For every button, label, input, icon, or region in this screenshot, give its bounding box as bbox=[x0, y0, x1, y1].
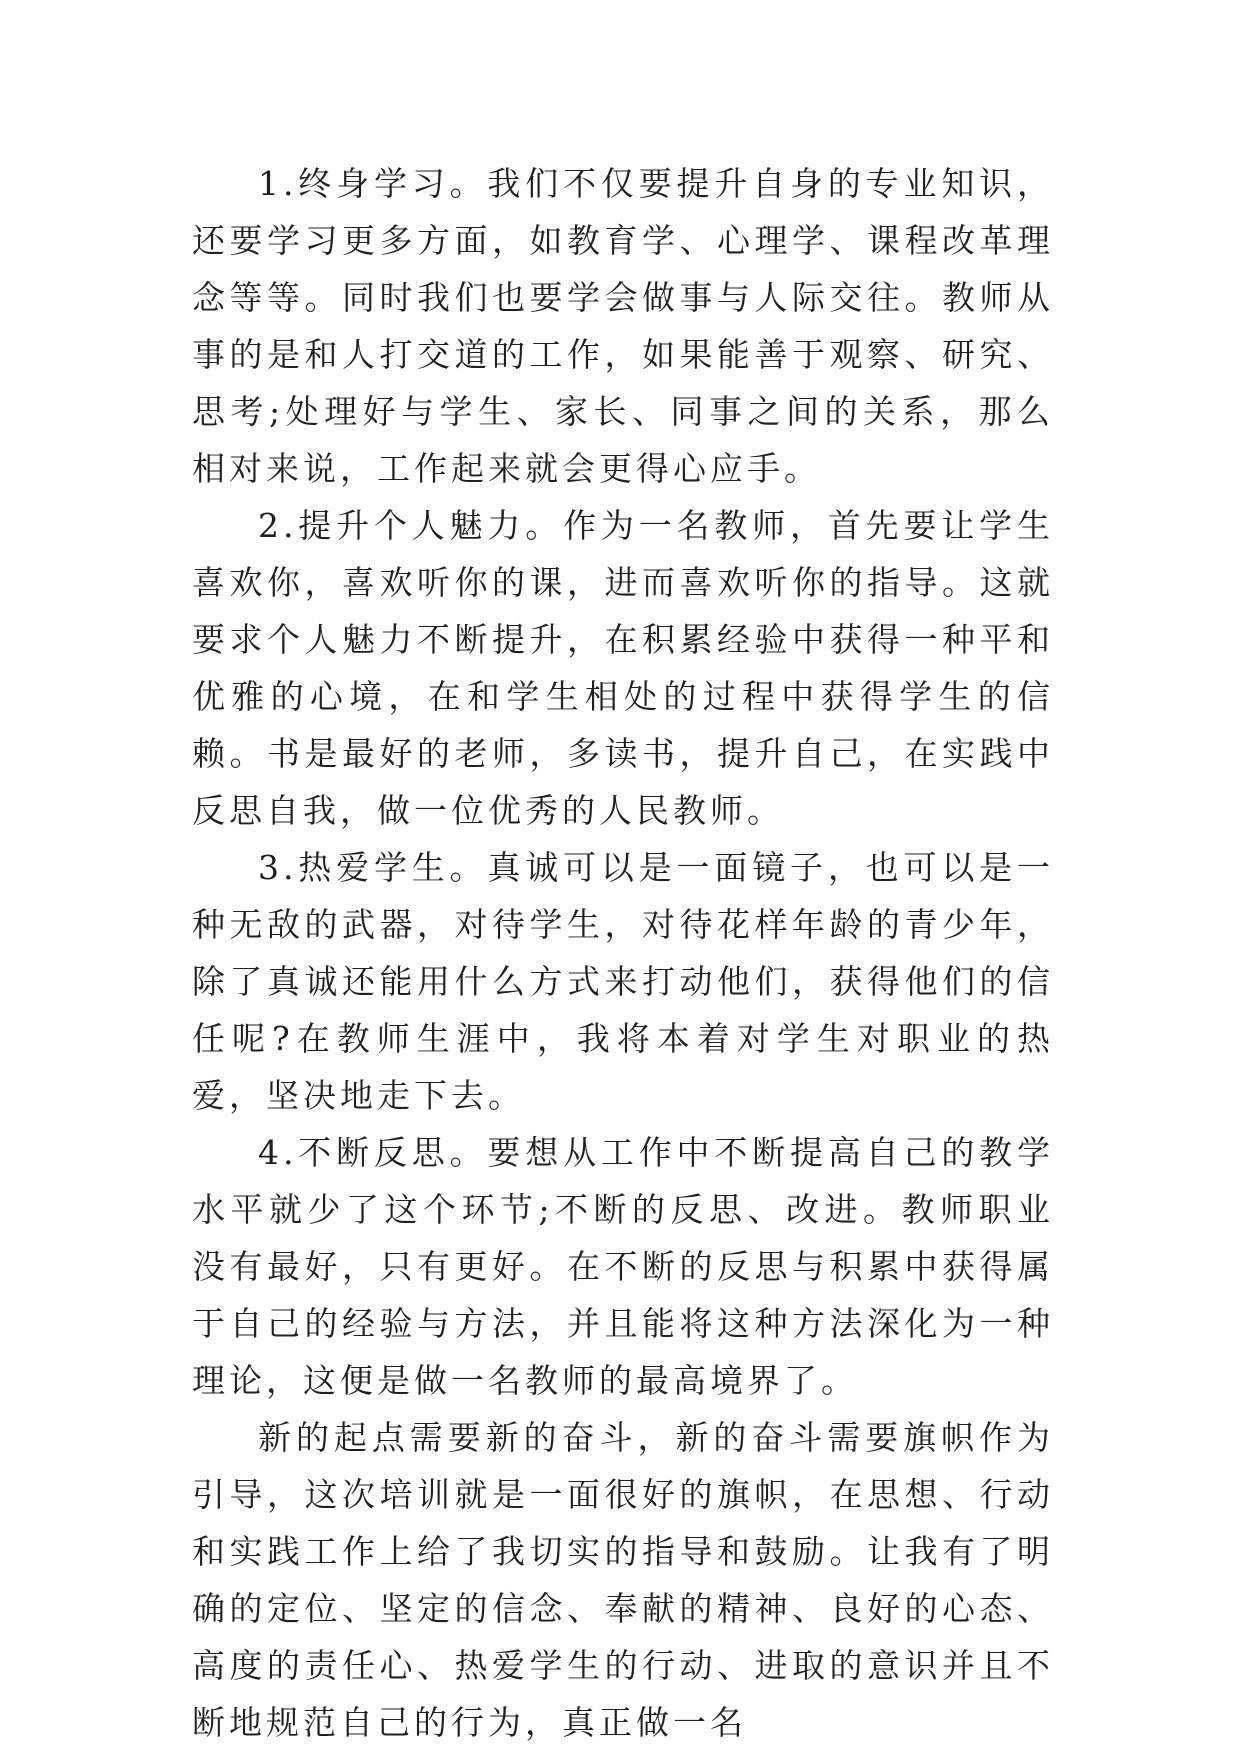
paragraph-personal-charm: 2.提升个人魅力。作为一名教师，首先要让学生喜欢你，喜欢听你的课，进而喜欢听你的指导。这就要求个人魅力不断提升，在积累经验中获得一种平和优雅的心境，在和学生相处的过程中获得学生的信赖。书是最好的老师，多读书，提升自己，在实践中反思自我，做一位优秀的人民教师。 bbox=[192, 506, 1054, 830]
paragraph-lifelong-learning: 1.终身学习。我们不仅要提升自身的专业知识，还要学习更多方面，如教育学、心理学、课程改革理念等等。同时我们也要学会做事与人际交往。教师从事的是和人打交道的工作，如果能善于观察、研究、思考;处理好与学生、家长、同事之间的关系，那么相对来说，工作起来就会更得心应手。 bbox=[192, 164, 1054, 488]
paragraph-new-starting-point: 新的起点需要新的奋斗，新的奋斗需要旗帜作为引导，这次培训就是一面很好的旗帜，在思想、行动和实践工作上给了我切实的指导和鼓励。让我有了明确的定位、坚定的信念、奉献的精神、良好的心态、高度的责任心、热爱学生的行动、进取的意识并且不断地规范自己的行为，真正做一名 bbox=[192, 1418, 1054, 1742]
document-body bbox=[192, 155, 1054, 1751]
paragraph-reflection: 4.不断反思。要想从工作中不断提高自己的教学水平就少了这个环节;不断的反思、改进。教师职业没有最好，只有更好。在不断的反思与积累中获得属于自己的经验与方法，并且能将这种方法深化为一种理论，这便是做一名教师的最高境界了。 bbox=[192, 1133, 1054, 1400]
paragraph-love-students: 3.热爱学生。真诚可以是一面镜子，也可以是一种无敌的武器，对待学生，对待花样年龄的青少年，除了真诚还能用什么方式来打动他们，获得他们的信任呢?在教师生涯中，我将本着对学生对职业的热爱，坚决地走下去。 bbox=[192, 848, 1054, 1115]
